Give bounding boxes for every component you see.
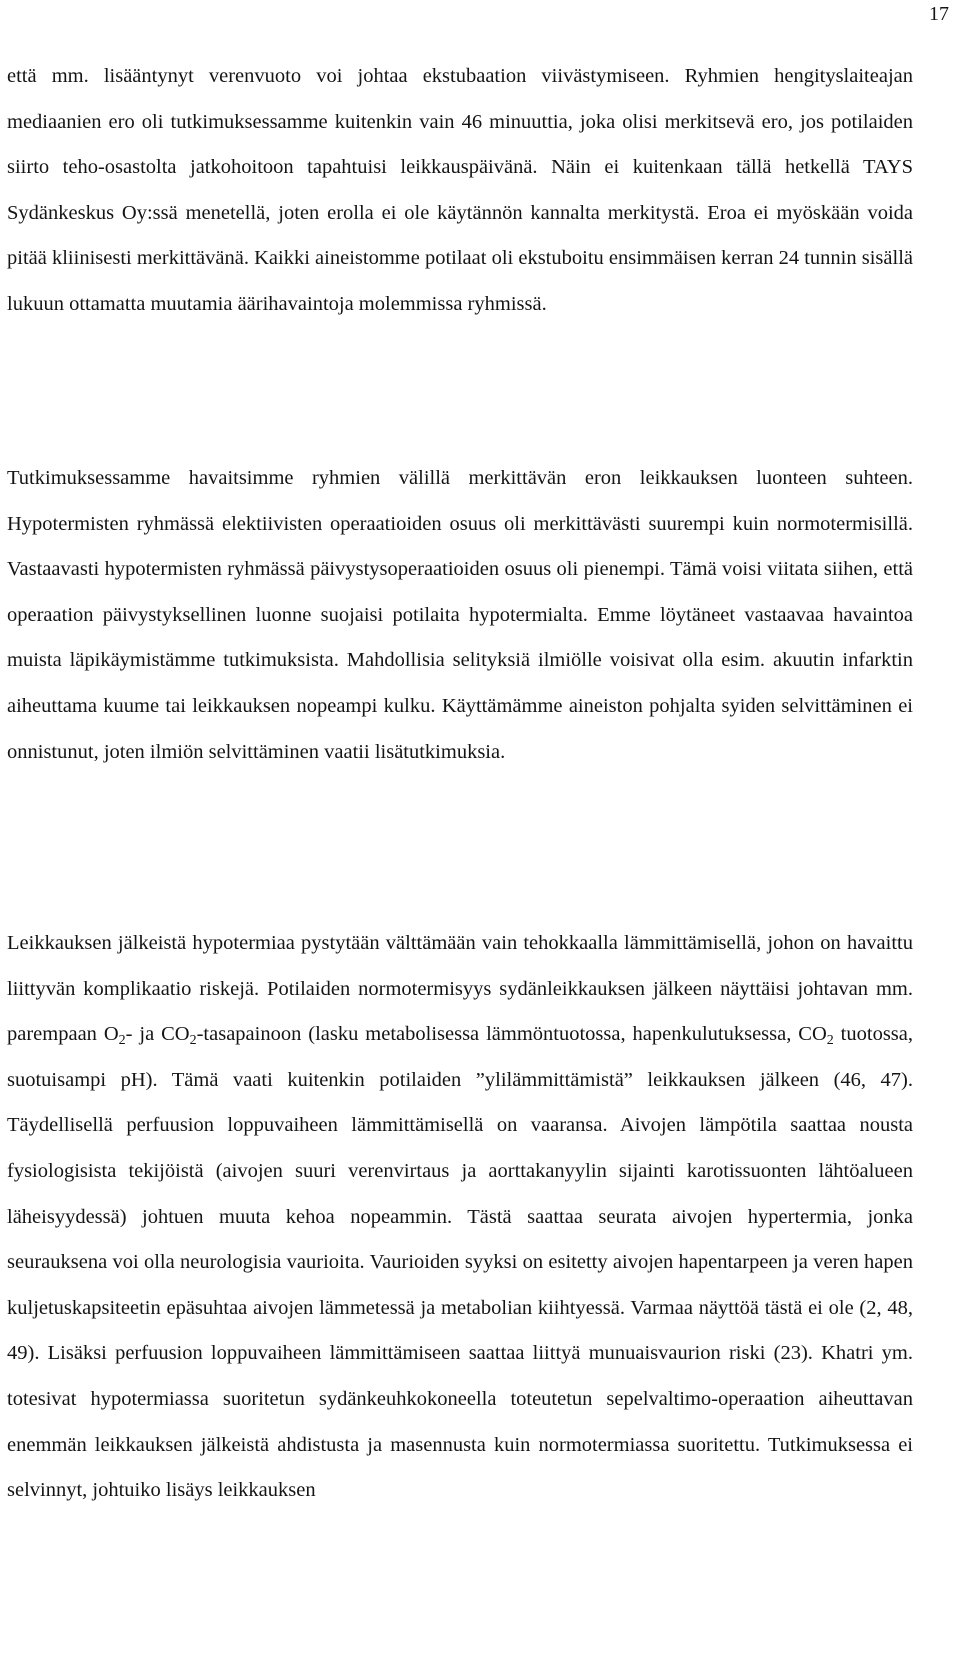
paragraph-text-segment: tuotossa, suotuisampi pH). Tämä vaati kuitenkin potilaiden ”ylilämmittämistä” leikkauksen jälkeen (46, 47). Täydellisellä perfuusion loppuvaiheen lämmittämisellä on vaaransa. Aivojen lämpötila saattaa nousta fysiologisista tekijöistä (aivojen suuri verenvirtaus ja aorttakanyylin sijainti karotissuonten lähtöalueen läheisyydessä) johtuen muuta kehoa nopeammin. Tästä saattaa seurata aivojen hypertermia, jonka seurauksena voi olla neurologisia vaurioita. Vaurioiden syyksi on esitetty aivojen hapentarpeen ja veren hapen kuljetuskapsiteetin epäsuhtaa aivojen lämmetessä ja metabolian kiihtyessä. Varmaa näyttöä tästä ei ole (2, 48, 49). Lisäksi perfuusion loppuvaiheen lämmittämiseen saattaa liittyä munuaisvaurion riski (23). Khatri ym. totesivat hypotermiassa suoritetun sydänkeuhkokoneella toteutetun sepelvaltimo-operaation aiheuttavan enemmän leikkauksen jälkeistä ahdistusta ja masennusta kuin normotermiassa suoritettu. Tutkimuksessa ei selvinnyt, johtuiko lisäys leikkauksen <box>7 1023 913 1502</box>
paragraph-text-segment: - ja CO <box>125 1023 190 1046</box>
subscript: 2 <box>826 1033 834 1049</box>
paragraph-surgery-type: Tutkimuksessamme havaitsimme ryhmien välillä merkittävän eron leikkauksen luonteen suhteen. Hypotermisten ryhmässä elektiivisten operaatioiden osuus oli merkittävästi suurempi kuin normotermisillä. Vastaavasti hypotermisten ryhmässä päivystysoperaatioiden osuus oli pienempi. Tämä voisi viitata siihen, että operaation päivystyksellinen luonne suojaisi potilaita hypotermialta. Emme löytäneet vastaavaa havaintoa muista läpikäymistämme tutkimuksista. Mahdollisia selityksiä ilmiölle voisivat olla esim. akuutin infarktin aiheuttama kuume tai leikkauksen nopeampi kulku. Käyttämämme aineiston pohjalta syiden selvittäminen ei onnistunut, joten ilmiön selvittäminen vaatii lisätutkimuksia. <box>7 467 913 763</box>
paragraph-hypothermia-warming <box>7 921 913 1514</box>
paragraph-text-segment: -tasapainoon (lasku metabolisessa lämmöntuotossa, hapenkulutuksessa, CO <box>196 1023 827 1046</box>
page-number: 17 <box>929 3 949 25</box>
paragraph-text-segment: Leikkauksen jälkeistä hypotermiaa pystytään välttämään vain tehokkaalla lämmittämisellä, johon on havaittu liittyvän komplikaatio riskejä. Potilaiden normotermisyys sydänleikkauksen jälkeen näyttäisi johtavan mm. parempaan O <box>7 932 913 1046</box>
subscript: 2 <box>118 1033 126 1049</box>
paragraph-extubation: että mm. lisääntynyt verenvuoto voi johtaa ekstubaation viivästymiseen. Ryhmien hengityslaiteajan mediaanien ero oli tutkimuksessamme kuitenkin vain 46 minuuttia, joka olisi merkitsevä ero, jos potilaiden siirto teho-osastolta jatkohoitoon tapahtuisi leikkauspäivänä. Näin ei kuitenkaan tällä hetkellä TAYS Sydänkeskus Oy:ssä menetellä, joten erolla ei ole käytännön kannalta merkitystä. Eroa ei myöskään voida pitää kliinisesti merkittävänä. Kaikki aineistomme potilaat oli ekstuboitu ensimmäisen kerran 24 tunnin sisällä lukuun ottamatta muutamia äärihavaintoja molemmissa ryhmissä. <box>7 65 913 315</box>
subscript: 2 <box>189 1033 197 1049</box>
